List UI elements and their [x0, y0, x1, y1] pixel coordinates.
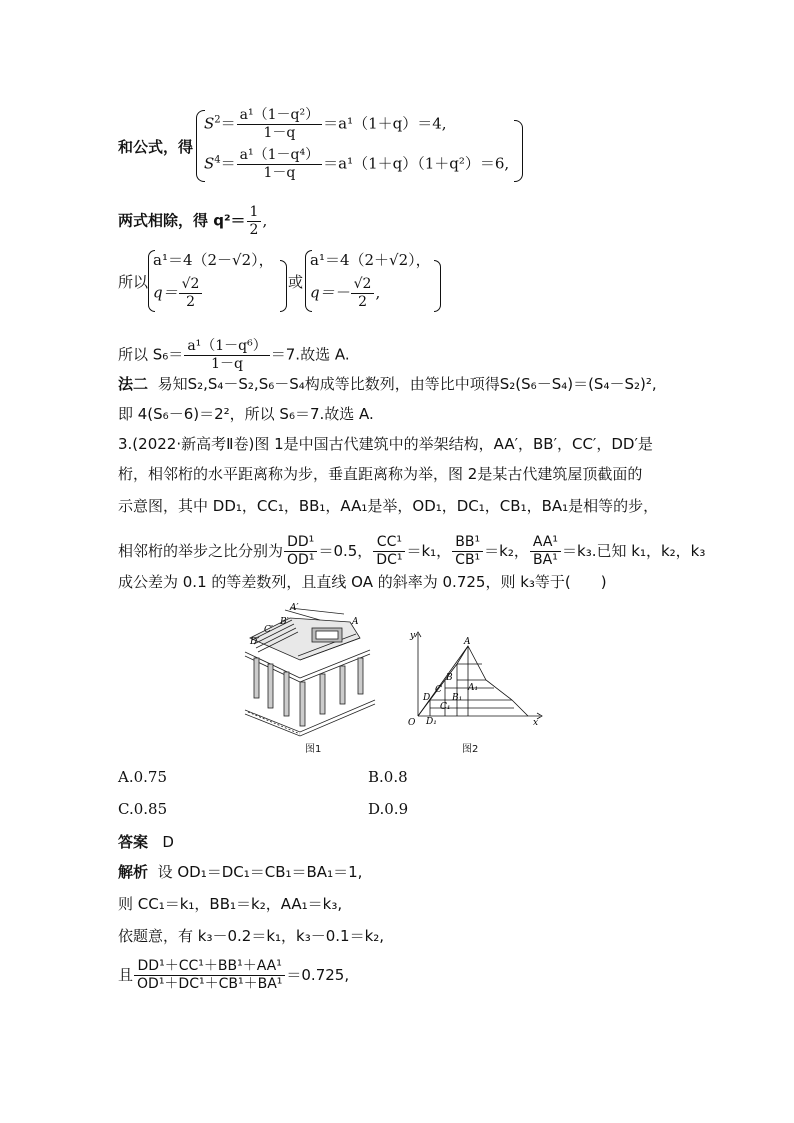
fig2-label-D: D [423, 693, 431, 703]
fig1-label-C-prime: C′ [264, 625, 273, 635]
s4-denominator: 1－q [263, 165, 296, 181]
ratio4-frac [530, 534, 561, 569]
analysis-line2 [118, 894, 342, 914]
equation-s4: $S^4=$ $\frac{\text{a¹（1－q⁴）}}{1-q}$ ＝a¹（1＋q）（1＋q²）＝6, [204, 147, 510, 181]
ratio3-num: BB¹ [452, 534, 483, 552]
divide-text: 两式相除，得 q²＝ [118, 211, 246, 230]
fig2-label-A1: A₁ [468, 683, 479, 693]
fig2-label-B: B [446, 673, 453, 683]
method2-label: 法二 [118, 375, 149, 393]
sys1-q-frac [179, 276, 203, 311]
answer-line [118, 832, 174, 852]
option-c[interactable]: C.0.85 [118, 800, 168, 818]
s2-sup: 2 [214, 114, 221, 126]
sys1-right-brace [280, 260, 287, 312]
problem-line4-prefix: 相邻桁的举步之比分别为 [118, 542, 284, 560]
or-label [288, 272, 303, 292]
method2-line1-text: 易知S₂,S₄－S₂,S₆－S₄构成等比数列，由等比中项得S₂(S₆－S₄)＝(S₄－S₂)², [157, 375, 657, 393]
problem-line1 [118, 434, 653, 454]
right-brace [514, 120, 523, 182]
ratio2-num: CC¹ [373, 534, 405, 552]
answer-label: 答案 [118, 833, 149, 851]
problem-line2 [118, 464, 642, 484]
problem-line4 [118, 534, 705, 569]
analysis-line4-end: ＝0.725, [286, 966, 350, 984]
method2-line2-text: 即 4(S₆－6)＝2²，所以 S₆＝7.故选 A. [118, 405, 374, 423]
sys1-q-lhs: q＝ [153, 283, 178, 302]
sys2-q-frac [351, 276, 375, 311]
analysis-line2-text: 则 CC₁＝k₁，BB₁＝k₂，AA₁＝k₃, [118, 895, 343, 913]
divide-line [118, 204, 267, 239]
fig2-label-C: C [435, 685, 442, 695]
fig1-label-B-prime: B′ [280, 617, 289, 627]
analysis-line1 [118, 862, 362, 882]
ratio4-val: ＝k₃.已知 k₁，k₂，k₃ [562, 542, 706, 560]
fig2-label-y: y [410, 631, 416, 641]
method2-line2 [118, 404, 374, 424]
sys2-q-num: √2 [351, 276, 375, 294]
ratio3-den: CB¹ [455, 552, 481, 568]
sys1-a-text: a¹＝4（2－√2）， [153, 251, 274, 269]
ratio2-val: ＝k₁， [406, 542, 452, 560]
ratio1-frac [284, 534, 317, 569]
problem-line1-text: 3.(2022·新高考Ⅱ卷)图 1是中国古代建筑中的举架结构，AA′，BB′，CC′，DD′是 [118, 435, 653, 453]
analysis-line3 [118, 926, 384, 946]
option-d[interactable]: D.0.9 [368, 800, 409, 818]
analysis-line4-prefix: 且 [118, 966, 134, 984]
ratio-sum-frac [134, 958, 285, 993]
half-den: 2 [249, 222, 259, 238]
sys1-q [153, 276, 203, 311]
analysis-line4 [118, 958, 349, 993]
ratio4-num: AA¹ [530, 534, 561, 552]
problem-line5-text: 成公差为 0.1 的等差数列，且直线 OA 的斜率为 0.725，则 k₃等于( ) [118, 573, 607, 591]
sys1-q-num: √2 [179, 276, 203, 294]
ratio-sum-den: OD¹＋DC¹＋CB¹＋BA¹ [137, 976, 283, 992]
fig2-label-C1: C₁ [440, 702, 451, 712]
s4-symbol: S [204, 154, 215, 173]
analysis-line1-text: 设 OD₁＝DC₁＝CB₁＝BA₁＝1, [157, 863, 363, 881]
half-num: 1 [247, 204, 262, 222]
s6-num: a¹（1－q⁶） [184, 338, 269, 356]
option-a[interactable]: A.0.75 [118, 768, 167, 786]
fig2-label-A: A [464, 637, 471, 647]
figure1-building [240, 600, 380, 740]
fig1-label-D-prime: D′ [250, 637, 260, 647]
s2-rhs: ＝a¹（1＋q）＝4, [323, 114, 447, 133]
s6-end: ＝7.故选 A. [270, 345, 350, 364]
ratio3-val: ＝k₂， [484, 542, 529, 560]
analysis-line3-text: 依题意，有 k₃－0.2＝k₁，k₃－0.1＝k₂, [118, 927, 385, 945]
ratio2-frac [373, 534, 405, 569]
sys2-q-den: 2 [358, 294, 367, 310]
fig2-label-x: x [533, 718, 539, 728]
so-prefix: 所以 [118, 273, 149, 291]
sum-formula-line [118, 137, 193, 157]
s4-sup: 4 [214, 154, 221, 166]
sys1-q-den: 2 [186, 294, 195, 310]
fig2-label-O: O [408, 718, 416, 728]
s6-frac [184, 338, 269, 373]
figure2-caption: 图2 [462, 744, 479, 755]
analysis-label: 解析 [118, 863, 149, 881]
ratio1-den: OD¹ [287, 552, 315, 568]
s2-denominator: 1－q [263, 125, 296, 141]
ratio2-den: DC¹ [376, 552, 403, 568]
divide-end: , [262, 211, 268, 230]
s2-symbol: S [204, 114, 215, 133]
problem-line5 [118, 572, 607, 592]
ratio4-den: BA¹ [533, 552, 558, 568]
s6-prefix: 所以 S₆＝ [118, 345, 184, 364]
figure1-caption: 图1 [305, 744, 322, 755]
fig1-label-A-prime: A′ [290, 603, 299, 613]
sys2-q [310, 276, 380, 311]
sys2-a-text: a¹＝4（2＋√2）， [310, 251, 431, 269]
sys1-a [153, 250, 274, 270]
fig2-label-B1: B₁ [452, 693, 463, 703]
s6-line [118, 338, 350, 373]
half-fraction [247, 204, 262, 239]
sys2-right-brace [434, 260, 441, 312]
sys2-a [310, 250, 431, 270]
answer-value: D [162, 833, 174, 851]
equation-s2: $S^2=$ $\frac{\text{a¹（1－q²）}}{1-q}$ ＝a¹（1＋q）＝4, [204, 107, 447, 141]
method2-line1 [118, 374, 657, 394]
sum-formula-prefix: 和公式，得 [118, 138, 194, 156]
s2-numerator: a¹（1－q²） [237, 107, 322, 125]
figure2-diagram [400, 628, 550, 728]
s4-numerator: a¹（1－q⁴） [237, 147, 322, 165]
sys2-end: , [375, 283, 381, 302]
ratio1-num: DD¹ [284, 534, 317, 552]
s4-fraction [237, 147, 322, 182]
sys2-q-lhs: q＝－ [310, 283, 350, 302]
s6-den: 1－q [211, 356, 243, 372]
so-prefix-line [118, 272, 148, 292]
ratio1-val: ＝0.5， [318, 542, 373, 560]
problem-line3 [118, 496, 658, 516]
or-text: 或 [288, 273, 304, 291]
problem-line2-text: 桁，相邻桁的水平距离称为步，垂直距离称为举，图 2是某古代建筑屋顶截面的 [118, 465, 643, 483]
fig2-label-D1: D₁ [426, 717, 437, 727]
problem-line3-text: 示意图，其中 DD₁，CC₁，BB₁，AA₁是举，OD₁，DC₁，CB₁，BA₁是相等的步， [118, 497, 659, 515]
ratio-sum-num: DD¹＋CC¹＋BB¹＋AA¹ [134, 958, 285, 976]
fig1-label-A: A [352, 617, 359, 627]
option-b[interactable]: B.0.8 [368, 768, 408, 786]
s2-fraction [237, 107, 322, 142]
s4-rhs: ＝a¹（1＋q）（1＋q²）＝6, [323, 154, 510, 173]
ratio3-frac [452, 534, 483, 569]
